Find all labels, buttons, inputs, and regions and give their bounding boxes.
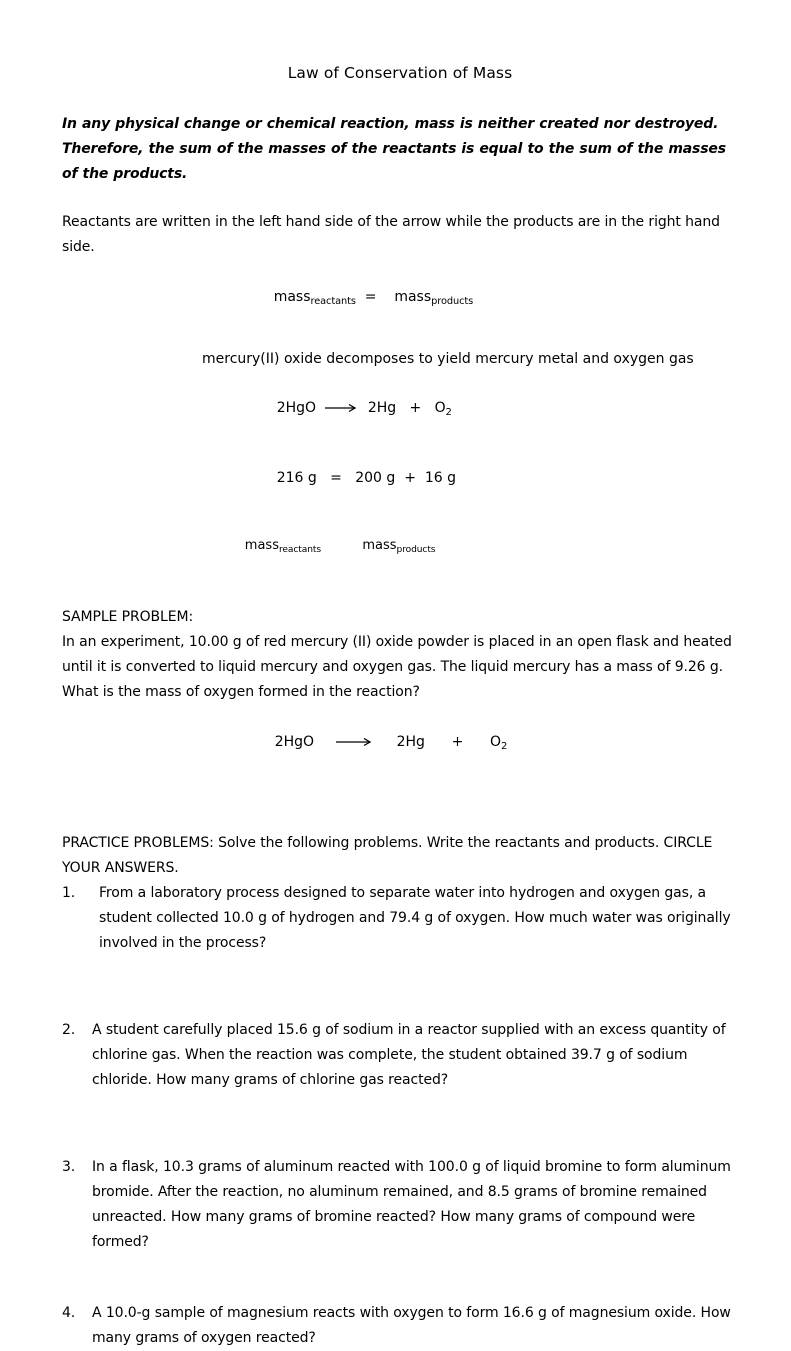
- equation-spacer: [316, 400, 325, 416]
- example-numeric-equation: [62, 447, 738, 510]
- plus-operator: +: [409, 400, 422, 416]
- mass-reactants-word: mass: [273, 289, 311, 305]
- plus-operator: +: [451, 734, 464, 750]
- spacer: [62, 187, 738, 210]
- practice-problem-2: [62, 1018, 738, 1093]
- mass-products-word: mass: [394, 289, 432, 305]
- reactants-position-note: Reactants are written in the left hand side of the arrow while the products are in the right hand side.: [62, 214, 720, 255]
- example-product1-formula: 2Hg: [367, 400, 397, 416]
- problem-text: From a laboratory process designed to separate water into hydrogen and oxygen gas, a student collected 10.0 g of hydrogen and 79.4 g of oxygen. How much water was originally involved in the process?: [99, 885, 731, 951]
- problem-text: A 10.0-g sample of magnesium reacts with oxygen to form 16.6 g of magnesium oxide. How many grams of oxygen reacted?: [92, 1305, 731, 1346]
- equation-spacer: [421, 400, 434, 416]
- equation-spacer: [342, 470, 355, 486]
- spacer: [62, 84, 738, 112]
- label-mass-reactants-word: mass: [244, 538, 279, 553]
- spacer: [62, 1093, 738, 1155]
- problem-number: 3.: [62, 1159, 76, 1175]
- plus-operator: +: [404, 470, 416, 486]
- mass-balance-equation: [62, 266, 738, 330]
- conservation-statement: In any physical change or chemical reaction, mass is neither created nor destroyed. Therefore, the sum of the masses of the reactants is equal to the sum of the masses of the products.: [62, 116, 726, 182]
- document-content: [62, 62, 738, 1351]
- spacer: [62, 775, 738, 831]
- example-product2-formula: O: [434, 400, 446, 416]
- equation-spacer: [425, 734, 452, 750]
- mass-reactants-subscript: reactants: [310, 295, 356, 307]
- equals-operator: =: [330, 470, 342, 486]
- sample-product2-subscript: 2: [501, 740, 508, 752]
- spacer: [62, 577, 738, 605]
- sample-problem-heading: SAMPLE PROBLEM:: [62, 609, 194, 625]
- mass-products-subscript: products: [431, 295, 474, 307]
- practice-problems-heading: PRACTICE PROBLEMS: Solve the following problems. Write the reactants and products. CIRCLE YOUR ANSWERS.: [62, 835, 713, 876]
- example-mass-labels: [62, 516, 738, 577]
- sample-problem-text: In an experiment, 10.00 g of red mercury (II) oxide powder is placed in an open flask and heated until it is converted to liquid mercury and oxygen gas. The liquid mercury has a mass of 9.26 g. What is the mass of oxygen formed in the reaction?: [62, 634, 732, 700]
- example-description: mercury(II) oxide decomposes to yield mercury metal and oxygen gas: [202, 351, 694, 367]
- problem-text: A student carefully placed 15.6 g of sodium in a reactor supplied with an excess quantity of chlorine gas. When the reaction was complete, the student obtained 39.7 g of sodium chloride. How many grams of chlorine gas reacted?: [92, 1022, 726, 1088]
- practice-problem-1: [62, 881, 738, 956]
- page-title: Law of Conservation of Mass: [287, 64, 513, 82]
- example-symbol-equation: [62, 377, 738, 441]
- sample-reactant-formula: 2HgO: [274, 734, 315, 750]
- equation-spacer: [314, 734, 336, 750]
- sample-product2-formula: O: [490, 734, 502, 750]
- equation-spacer: [359, 400, 368, 416]
- spacer: [62, 956, 738, 1018]
- arrow-right-icon: [325, 403, 359, 413]
- equation-spacer: [416, 470, 425, 486]
- example-product2-subscript: 2: [445, 406, 452, 418]
- equation-spacer: [356, 289, 365, 305]
- equation-spacer: [317, 470, 330, 486]
- arrow-right-icon: [336, 737, 374, 747]
- problem-number: 2.: [62, 1022, 76, 1038]
- equation-spacer: [377, 289, 395, 305]
- spacer: [62, 330, 738, 348]
- problem-number: 4.: [62, 1305, 76, 1321]
- spacer: [62, 1255, 738, 1301]
- example-reactant-formula: 2HgO: [276, 400, 317, 416]
- reactant-mass-value: 216 g: [276, 470, 317, 486]
- equation-spacer: [463, 734, 490, 750]
- label-mass-reactants-subscript: reactants: [278, 544, 321, 555]
- product1-mass-value: 200 g: [355, 470, 396, 486]
- problem-number: 1.: [62, 885, 76, 901]
- sample-product1-formula: 2Hg: [396, 734, 425, 750]
- practice-problem-4: [62, 1301, 738, 1351]
- equals-operator: =: [364, 289, 377, 305]
- equation-spacer: [396, 400, 409, 416]
- label-mass-products-subscript: products: [396, 544, 436, 555]
- product2-mass-value: 16 g: [424, 470, 456, 486]
- equation-spacer: [321, 538, 362, 553]
- practice-problem-3: [62, 1155, 738, 1255]
- sample-problem-equation: [62, 711, 738, 775]
- equation-spacer: [374, 734, 396, 750]
- label-mass-products-word: mass: [362, 538, 397, 553]
- equation-spacer: [395, 470, 404, 486]
- problem-text: In a flask, 10.3 grams of aluminum reacted with 100.0 g of liquid bromine to form aluminum bromide. After the reaction, no aluminum remained, and 8.5 grams of bromine remained unreacted. How many grams of bromine reacted? How many grams of compound were formed?: [92, 1159, 731, 1250]
